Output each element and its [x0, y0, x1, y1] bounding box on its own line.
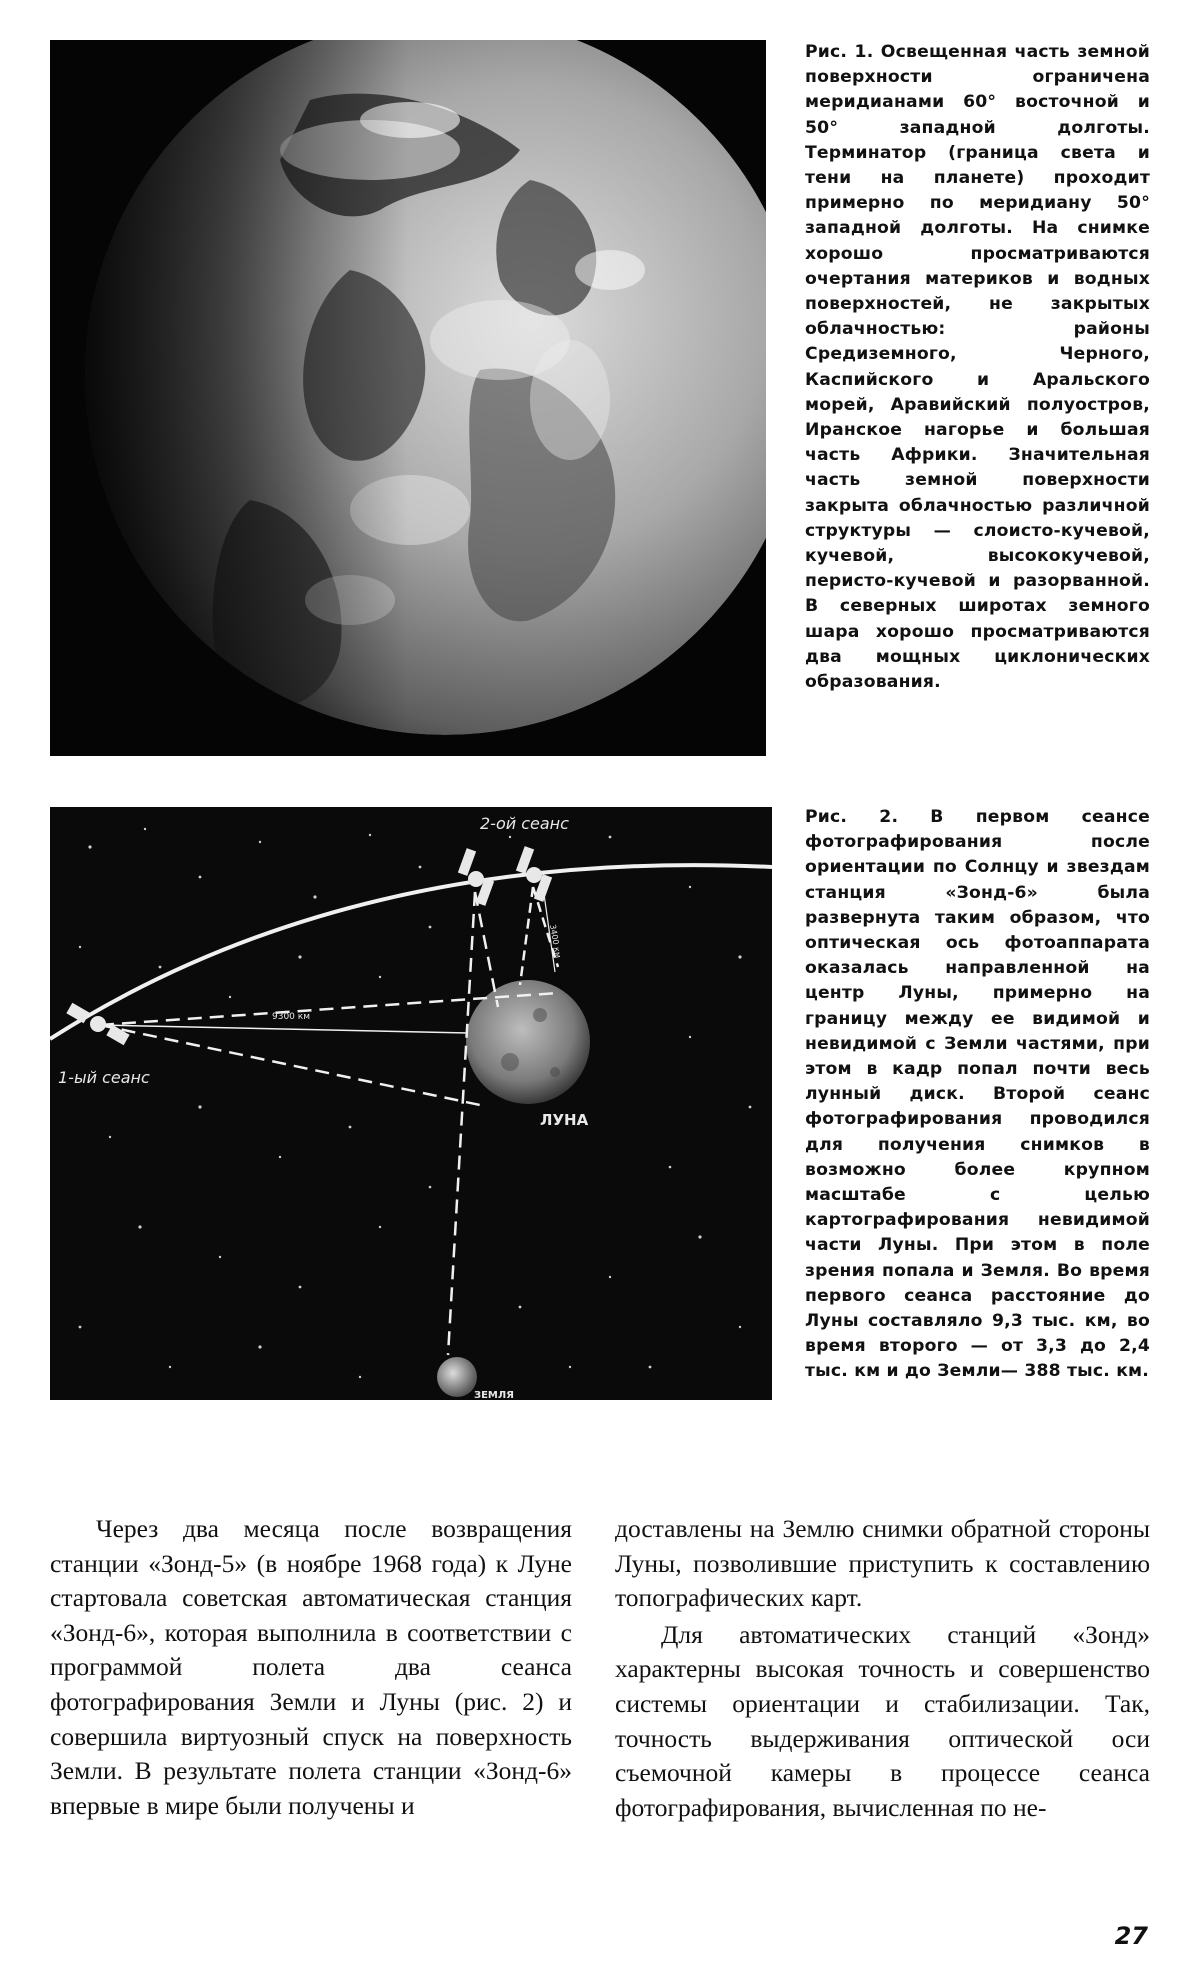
body-column-2: [615, 1512, 1150, 1825]
figure-1-caption: Рис. 1. Освещенная часть земной поверхности ограничена меридианами 60° восточной и 50° западной долготы. Терминатор (граница света и тени на планете) проходит примерно по меридиану 50° западной долготы. На снимке хорошо просматриваются очертания материков и водных поверхностей, не закрытых облачностью: районы Средиземного, Черного, Каспийского и Аральского морей, Аравийский полуостров, Иранское нагорье и большая часть Африки. Значительная часть земной поверхности закрыта облачностью различной структуры — слоисто-кучевой, кучевой, высококучевой, перисто-кучевой и разорванной. В северных широтах земного шара хорошо просматриваются два мощных циклонических образования.: [805, 42, 1150, 693]
body-column-1: [50, 1512, 572, 1823]
zond6-diagram: [50, 807, 772, 1400]
label-distance-9300: 9300 км: [272, 1012, 310, 1022]
label-earth: ЗЕМЛЯ: [474, 1390, 514, 1400]
label-session1: 1-ый сеанс: [58, 1068, 150, 1087]
space-background: [50, 807, 772, 1400]
figure-2-caption: Рис. 2. В первом сеансе фотографирования после ориентации по Солнцу и звездам станция «Зонд-6» была развернута таким образом, что оптическая ось фотоаппарата оказалась направленной на центр Луны, примерно на границу между ее видимой и невидимой с Земли частями, при этом в кадр попал почти весь лунный диск. Второй сеанс фотографирования проводился для получения снимков в возможно более крупном масштабе с целью картографирования невидимой части Луны. При этом в поле зрения попала и Земля. Во время первого сеанса расстояние до Луны составляло 9,3 тыс. км, во время второго — от 3,3 до 2,4 тыс. км и до Земли— 388 тыс. км.: [805, 807, 1150, 1382]
label-session2: 2-ой сеанс: [480, 814, 569, 833]
figure-1-earth-photo: [50, 40, 766, 756]
body-paragraph-continuation: доставлены на Землю снимки обратной стороны Луны, позволившие приступить к составлению топографических карт.: [615, 1514, 1150, 1613]
label-moon: ЛУНА: [540, 1111, 589, 1129]
earth-photo-image: [50, 40, 766, 756]
figure-2-zond6-diagram: [50, 807, 772, 1400]
body-paragraph-1: Через два месяца после возвращения станции «Зонд-5» (в ноябре 1968 года) к Луне стартовала советская автоматическая станция «Зонд-6», которая выполнила в соответствии с программой полета два сеанса фотографирования Земли и Луны (рис. 2) и совершила виртуозный спуск на поверхность Земли. В результате полета станции «Зонд-6» впервые в мире были получены и: [50, 1514, 572, 1820]
page-number: 27: [1114, 1922, 1148, 1950]
earth-small: [437, 1357, 477, 1397]
body-paragraph-2: Для автоматических станций «Зонд» характерны высокая точность и совершенство системы ориентации и стабилизации. Так, точность выдерживания оптической оси съемочной камеры в процессе сеанса фотографирования, вычисленная по не-: [615, 1619, 1150, 1822]
label-distance-3400: 3400 км: [548, 923, 563, 959]
